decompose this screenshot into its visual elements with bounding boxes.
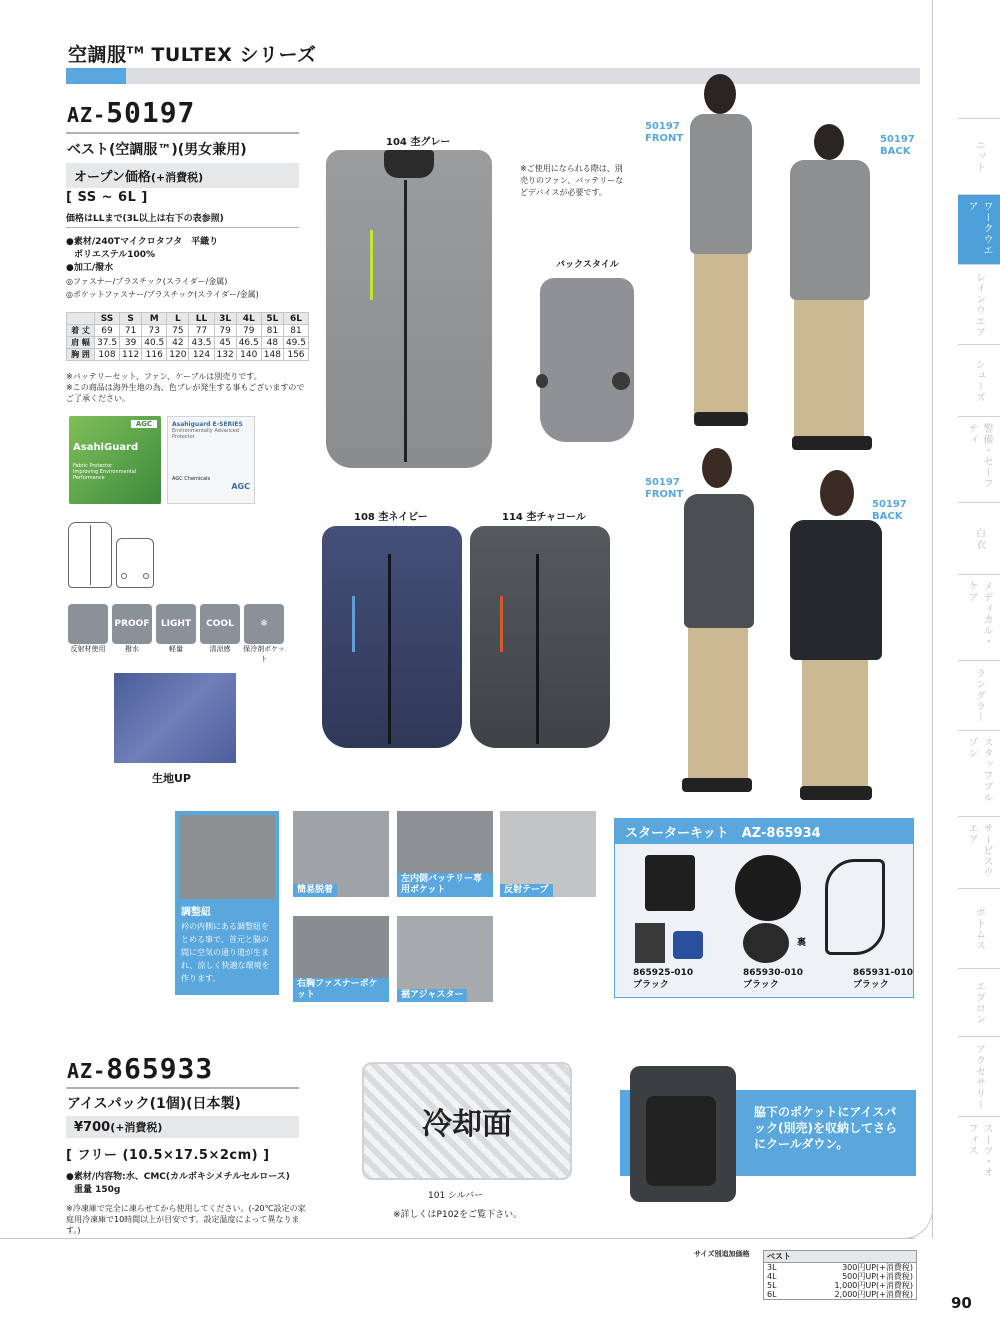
ice-pack-color: 101 シルバー bbox=[428, 1191, 484, 1201]
ice-pack-spec: ●素材/内容物:水、CMC(カルボキシメチルセルロース) 重量 150g bbox=[66, 1172, 290, 1195]
size-cell: 48 bbox=[261, 337, 283, 349]
tab-6[interactable]: メディカル・ケア bbox=[958, 574, 1000, 660]
size-cell: 37.5 bbox=[95, 337, 120, 349]
tab-10[interactable]: ボトムス bbox=[958, 888, 1000, 968]
size-row-label: 肩 幅 bbox=[67, 337, 95, 349]
size-note: 価格はLLまで(3L以上は右下の表参照) bbox=[66, 214, 224, 224]
kit-item: 865930-010 ブラック bbox=[742, 968, 804, 990]
detail-photo-reflective-tape: 反射テープ bbox=[500, 811, 596, 897]
spec-block: ●素材/240Tマイクロタフタ 平織り ポリエステル100% ●加工/撥水 ◎ファスナー/プラスチック(スライダー/金属) ◎ポケットファスナー/プラスチック(スライダー/金属) bbox=[66, 237, 259, 299]
back-line-drawing bbox=[116, 538, 154, 588]
detail-photo-detachable: 簡易脱着 bbox=[293, 811, 389, 897]
size-cell: 75 bbox=[167, 325, 189, 337]
ice-pocket-text: 脇下のポケットにアイスパック(別売)を収納してさらにクールダウン。 bbox=[754, 1105, 897, 1151]
spec-rule bbox=[66, 227, 299, 228]
size-cell: 81 bbox=[261, 325, 283, 337]
male-model-back-photo bbox=[772, 124, 882, 454]
ice-pack-name: アイスパック(1個)(日本製) bbox=[67, 1096, 241, 1112]
tab-8[interactable]: スタッフブルゾン bbox=[958, 730, 1000, 816]
size-header: M bbox=[142, 313, 167, 325]
model-number: AZ-50197 bbox=[67, 96, 196, 129]
size-row bbox=[67, 337, 309, 349]
asahiguard-logo: AGC AsahiGuard Fabric Protector Improving Environmental Performance bbox=[69, 416, 161, 504]
series-divider-accent bbox=[66, 68, 126, 84]
tab-7[interactable]: ラングラー bbox=[958, 660, 1000, 730]
starter-kit-items bbox=[633, 967, 913, 991]
size-header: 6L bbox=[283, 313, 308, 325]
size-cell: 156 bbox=[283, 349, 308, 361]
size-row bbox=[67, 349, 309, 361]
page-frame-right bbox=[932, 0, 933, 1238]
size-cell: 45 bbox=[214, 337, 236, 349]
lightweight-icon: LIGHT bbox=[156, 604, 196, 644]
size-range: [ SS ~ 6L ] bbox=[66, 190, 148, 205]
size-cell: 46.5 bbox=[236, 337, 261, 349]
female-model-front-photo bbox=[668, 448, 764, 800]
ice-pack-note: ※冷凍庫で完全に凍らせてから使用してください。(-20℃設定の家庭用冷凍庫で10時間以上が目安です。設定温度によって異なります。) bbox=[66, 1204, 306, 1235]
feature-label: 撥水 bbox=[125, 645, 139, 653]
tab-13[interactable]: スーツ・オフィス bbox=[958, 1116, 1000, 1192]
size-cell: 140 bbox=[236, 349, 261, 361]
front-line-drawing bbox=[68, 522, 112, 588]
size-row-label: 着 丈 bbox=[67, 325, 95, 337]
back-callout-female: 50197 BACK bbox=[872, 499, 907, 522]
ice-pack-price: ¥700(+消費税) bbox=[66, 1116, 299, 1138]
size-cell: 71 bbox=[120, 325, 142, 337]
fabric-caption: 生地UP bbox=[152, 772, 191, 785]
size-cell: 116 bbox=[142, 349, 167, 361]
tab-4[interactable]: 警備・セーフティ bbox=[958, 416, 1000, 502]
tab-9[interactable]: サービスウエア bbox=[958, 816, 1000, 888]
fan-back-image bbox=[743, 923, 789, 963]
detail-photo-chest-pocket: 右胸ファスナーポケット bbox=[293, 916, 389, 1002]
male-model-front-photo bbox=[676, 74, 768, 430]
size-cell: 73 bbox=[142, 325, 167, 337]
size-cell: 79 bbox=[236, 325, 261, 337]
size-header: S bbox=[120, 313, 142, 325]
feature-label: 反射材使用 bbox=[70, 645, 106, 653]
ice-pack-label: 冷却面 bbox=[422, 1107, 512, 1142]
adjust-cord-panel: 調整紐 衿の内側にある調整紐をとめる事で、首元と脇の間に空気の通り道が生まれ、涼しく快適な環境を作ります。 bbox=[175, 811, 279, 995]
size-cell: 69 bbox=[95, 325, 120, 337]
tab-12[interactable]: アクセサリー bbox=[958, 1036, 1000, 1116]
size-cell: 112 bbox=[120, 349, 142, 361]
ice-pack-size: [ フリー (10.5×17.5×2cm) ] bbox=[66, 1148, 270, 1163]
size-cell: 49.5 bbox=[283, 337, 308, 349]
size-header: LL bbox=[189, 313, 214, 325]
cable-image bbox=[825, 859, 885, 955]
extra-price-row: 6L 2,000円UP(+消費税) bbox=[767, 1290, 913, 1299]
size-header: SS bbox=[95, 313, 120, 325]
vest-gray-image bbox=[326, 150, 492, 468]
page-frame-bottom bbox=[0, 1238, 915, 1239]
feature-icons bbox=[66, 604, 286, 664]
price-box: オープン価格(+消費税) bbox=[66, 163, 299, 188]
color-label-navy: 108 杢ネイビー bbox=[354, 512, 428, 523]
battery-case-image bbox=[635, 923, 665, 963]
detail-photo-battery-pocket: 左内側バッテリー専用ポケット bbox=[397, 811, 493, 897]
cool-icon: COOL bbox=[200, 604, 240, 644]
size-cell: 43.5 bbox=[189, 337, 214, 349]
vest-back-image bbox=[540, 278, 634, 442]
snowflake-icon: ❄ bbox=[244, 604, 284, 644]
extra-price-row: 4L 500円UP(+消費税) bbox=[767, 1272, 913, 1281]
front-callout-female: 50197 FRONT bbox=[645, 477, 684, 500]
page-frame-corner bbox=[900, 1206, 933, 1239]
tab-2[interactable]: レインウエア bbox=[958, 264, 1000, 344]
vest-charcoal-image bbox=[470, 526, 610, 748]
tab-3[interactable]: シューズ bbox=[958, 344, 1000, 416]
size-row bbox=[67, 325, 309, 337]
battery-image bbox=[645, 855, 695, 911]
front-callout-male: 50197 FRONT bbox=[645, 121, 684, 144]
extra-price-row: 5L 1,000円UP(+消費税) bbox=[767, 1281, 913, 1290]
size-cell: 124 bbox=[189, 349, 214, 361]
fabric-swatch bbox=[114, 673, 236, 763]
usage-note: ※ご使用になられる際は、別売りのファン、バッテリーなどデバイスが必要です。 bbox=[520, 164, 624, 197]
notes: ※バッテリーセット、ファン、ケーブルは別売りです。 ※この商品は海外生地の為、色ブレが発生する事もございますのでご了承ください。 bbox=[66, 372, 305, 403]
category-tabs bbox=[958, 118, 1000, 1192]
tab-0[interactable]: ニット bbox=[958, 118, 1000, 194]
feature-label: 保冷剤ポケット bbox=[243, 645, 285, 663]
extra-price-table: ベスト 3L 300円UP(+消費税) 4L 500円UP(+消費税) 5L 1,000円UP(+消費税) 6L 2,000円UP(+消費税) bbox=[763, 1250, 917, 1300]
detail-photo-hem-adjuster: 裾アジャスター bbox=[397, 916, 493, 1002]
size-cell: 79 bbox=[214, 325, 236, 337]
size-cell: 108 bbox=[95, 349, 120, 361]
starter-kit-panel: スターターキット AZ-865934 裏 865925-010 ブラック 865930-010 ブラック 865931-010 ブラック bbox=[614, 818, 914, 998]
female-model-back-photo bbox=[790, 470, 890, 810]
extra-price-row: 3L 300円UP(+消費税) bbox=[767, 1263, 913, 1272]
water-repellent-icon: PROOF bbox=[112, 604, 152, 644]
product-name: ベスト(空調服™)(男女兼用) bbox=[67, 142, 247, 158]
back-style-label: バックスタイル bbox=[556, 260, 619, 270]
size-row-label: 胸 囲 bbox=[67, 349, 95, 361]
size-cell: 81 bbox=[283, 325, 308, 337]
size-header: 4L bbox=[236, 313, 261, 325]
series-divider bbox=[66, 68, 920, 84]
ice-pack-model-number: AZ-865933 bbox=[67, 1052, 214, 1085]
feature-label: 軽量 bbox=[169, 645, 183, 653]
feature-label: 清涼感 bbox=[209, 645, 231, 653]
kit-item: 865925-010 ブラック bbox=[633, 968, 694, 990]
size-table-corner bbox=[67, 313, 95, 325]
color-label-gray: 104 杢グレー bbox=[386, 137, 451, 148]
size-cell: 77 bbox=[189, 325, 214, 337]
size-header: 3L bbox=[214, 313, 236, 325]
tab-5[interactable]: 白衣 bbox=[958, 502, 1000, 574]
model-rule bbox=[66, 132, 299, 134]
tab-11[interactable]: エプロン bbox=[958, 968, 1000, 1036]
size-cell: 40.5 bbox=[142, 337, 167, 349]
page-number: 90 bbox=[951, 1294, 972, 1312]
size-cell: 120 bbox=[167, 349, 189, 361]
asahiguard-card: Asahiguard E-SERIES Environmentally Advanced Protector AGC Chemicals AGC bbox=[167, 416, 255, 504]
size-cell: 39 bbox=[120, 337, 142, 349]
size-header: L bbox=[167, 313, 189, 325]
size-cell: 132 bbox=[214, 349, 236, 361]
size-header: 5L bbox=[261, 313, 283, 325]
reflector-icon bbox=[68, 604, 108, 644]
charger-image bbox=[673, 931, 703, 959]
extra-price-caption: サイズ別追加価格 bbox=[694, 1250, 750, 1258]
ice-pack-image bbox=[362, 1062, 572, 1180]
ice-pack-ref: ※詳しくはP102をご覧下さい。 bbox=[393, 1210, 523, 1220]
size-cell: 42 bbox=[167, 337, 189, 349]
ice-pocket-photo bbox=[630, 1066, 736, 1202]
color-label-charcoal: 114 杢チャコール bbox=[502, 512, 586, 523]
vest-navy-image bbox=[322, 526, 462, 748]
size-table bbox=[66, 312, 309, 361]
kit-item: 865931-010 ブラック bbox=[852, 968, 913, 990]
series-title: 空調服™ TULTEX シリーズ bbox=[68, 44, 317, 66]
back-callout-male: 50197 BACK bbox=[880, 134, 915, 157]
size-cell: 148 bbox=[261, 349, 283, 361]
ice-pack-rule bbox=[66, 1087, 299, 1089]
fan-image bbox=[735, 855, 801, 921]
tab-1[interactable]: ワークウエア bbox=[958, 194, 1000, 264]
